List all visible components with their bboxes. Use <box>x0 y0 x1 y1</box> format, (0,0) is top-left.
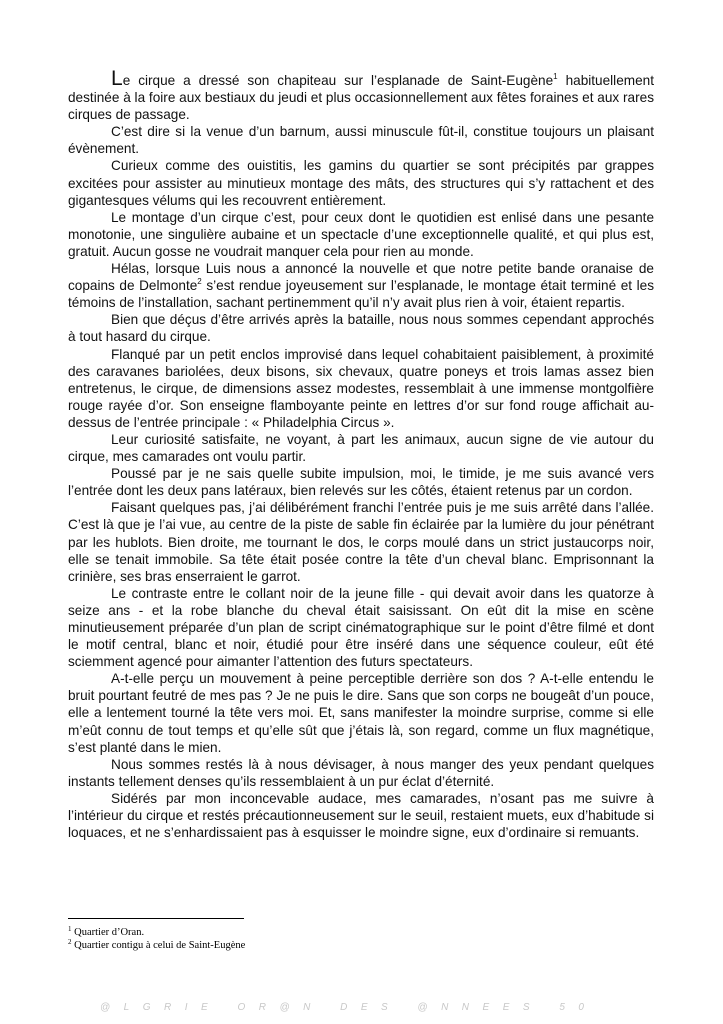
footnote-ref-2[interactable]: 2 <box>197 277 202 287</box>
paragraph-1 <box>68 67 654 123</box>
footnote-separator <box>68 918 244 919</box>
paragraph-9: Poussé par je ne sais quelle subite impulsion, moi, le timide, je me suis avancé vers l’entrée dont les deux pans latéraux, bien relevés sur les côtés, étaient retenus par un cordon. <box>68 466 654 499</box>
paragraph-7: Flanqué par un petit enclos improvisé dans lequel cohabitaient paisiblement, à proximité des caravanes bariolées, deux bisons, six chevaux, quatre poneys et trois lamas assez bien entretenus, le cirque, de dimensions assez modestes, ressemblait à une immense montgolfière rouge rayée d’or. Son enseigne flamboyante peinte en lettres d’or sur fond rouge affichait au-dessus de l’entrée principale : « Philadelphia Circus ». <box>68 346 654 430</box>
paragraph-5 <box>68 260 654 311</box>
paragraph-text: habituellement destinée à la foire aux bestiaux du jeudi et plus occasionnellement aux fêtes foraines et aux rares cirques de passage. <box>68 73 654 123</box>
paragraph-6: Bien que déçus d’être arrivés après la bataille, nous nous sommes cependant approchés à tout hasard du cirque. <box>68 312 654 345</box>
footnote-number: 1 <box>68 925 72 933</box>
paragraph-12: A-t-elle perçu un mouvement à peine perceptible derrière son dos ? A-t-elle entendu le bruit pourtant feutré de mes pas ? Je ne puis le dire. Sans que son corps ne bougeât d’un pouce, elle a lentement tourné la tête vers moi. Et, sans manifester la moindre surprise, comme si elle m’eût connu de tout temps et qu’elle sût que j’étais là, son regard, comme un flux magnétique, s’est planté dans le mien. <box>68 671 654 755</box>
paragraph-8: Leur curiosité satisfaite, ne voyant, à part les animaux, aucun signe de vie autour du cirque, mes camarades ont voulu partir. <box>68 431 654 465</box>
page-footer: @LGRIE OR@N DES @NNEES 50 <box>100 1002 598 1013</box>
paragraph-text: e cirque a dressé son chapiteau sur l’esplanade de Saint-Eugène <box>122 73 554 88</box>
paragraph-13: Nous sommes restés là à nous dévisager, à nous manger des yeux pendant quelques instants tellement denses qu’ils ressemblaient à un pur éclat d’éternité. <box>68 756 654 789</box>
footnotes <box>68 926 245 952</box>
paragraph-11: Le contraste entre le collant noir de la jeune fille - qui devait avoir dans les quatorze à seize ans - et la robe blanche du cheval était saisissant. On eût dit la mise en scène minutieusement préparée d’un plan de script cinématographique sur le point d’être filmé et dont le motif central, blanc et noir, étudié pour être inséré dans une séquence couleur, eût été sciemment agencé pour aimanter l’attention des futurs spectateurs. <box>68 585 654 670</box>
paragraph-10: Faisant quelques pas, j’ai délibérément franchi l’entrée puis je me suis arrêté dans l’allée. C’est là que je l’ai vue, au centre de la piste de sable fin éclairée par la lumière du jour pénétrant par les hublots. Bien droite, me tournant le dos, le corps moulé dans un strict justaucorps noir, elle se tenait immobile. Sa tête était posée contre la tête d’un cheval blanc. Emprisonnant la crinière, ses bras enserraient le garrot. <box>68 500 654 584</box>
paragraph-text: Hélas, lorsque Luis nous a annoncé la nouvelle et que notre petite bande oranaise de copains de Delmonte <box>68 261 654 294</box>
drop-cap: L <box>111 67 123 90</box>
footnote-text: Quartier contigu à celui de Saint-Eugène <box>74 940 246 951</box>
footnote-text: Quartier d’Oran. <box>74 927 145 938</box>
body-text <box>68 67 654 841</box>
footnote-number: 2 <box>68 938 72 946</box>
paragraph-2: C’est dire si la venue d’un barnum, aussi minuscule fût-il, constitue toujours un plaisant évènement. <box>68 124 654 157</box>
paragraph-14: Sidérés par mon inconcevable audace, mes camarades, n’osant pas me suivre à l’intérieur du cirque et restés précautionneusement sur le seuil, restaient muets, eux d’habitude si loquaces, et ne s’enhardissaient pas à esquisser le moindre signe, eux d’ordinaire si remuants. <box>68 790 654 841</box>
footnote-2 <box>68 939 245 952</box>
paragraph-3: Curieux comme des ouistitis, les gamins du quartier se sont précipités par grappes excitées pour assister au minutieux montage des mâts, des structures qui s’y rattachent et des gigantesques vélums qui les recouvrent entièrement. <box>68 158 654 208</box>
footnote-1 <box>68 926 245 939</box>
footnote-ref-1[interactable]: 1 <box>553 72 558 81</box>
paragraph-text: s’est rendue joyeusement sur l’esplanade, le montage était terminé et les témoins de l’installation, sachant pertinemment qu’il n’y avait plus rien à voir, étaient repartis. <box>68 278 654 311</box>
paragraph-4: Le montage d’un cirque c’est, pour ceux dont le quotidien est enlisé dans une pesante monotonie, une singulière aubaine et un spectacle d’une exceptionnelle qualité, et qui plus est, gratuit. Aucun gosse ne voudrait manquer cela pour rien au monde. <box>68 209 654 259</box>
